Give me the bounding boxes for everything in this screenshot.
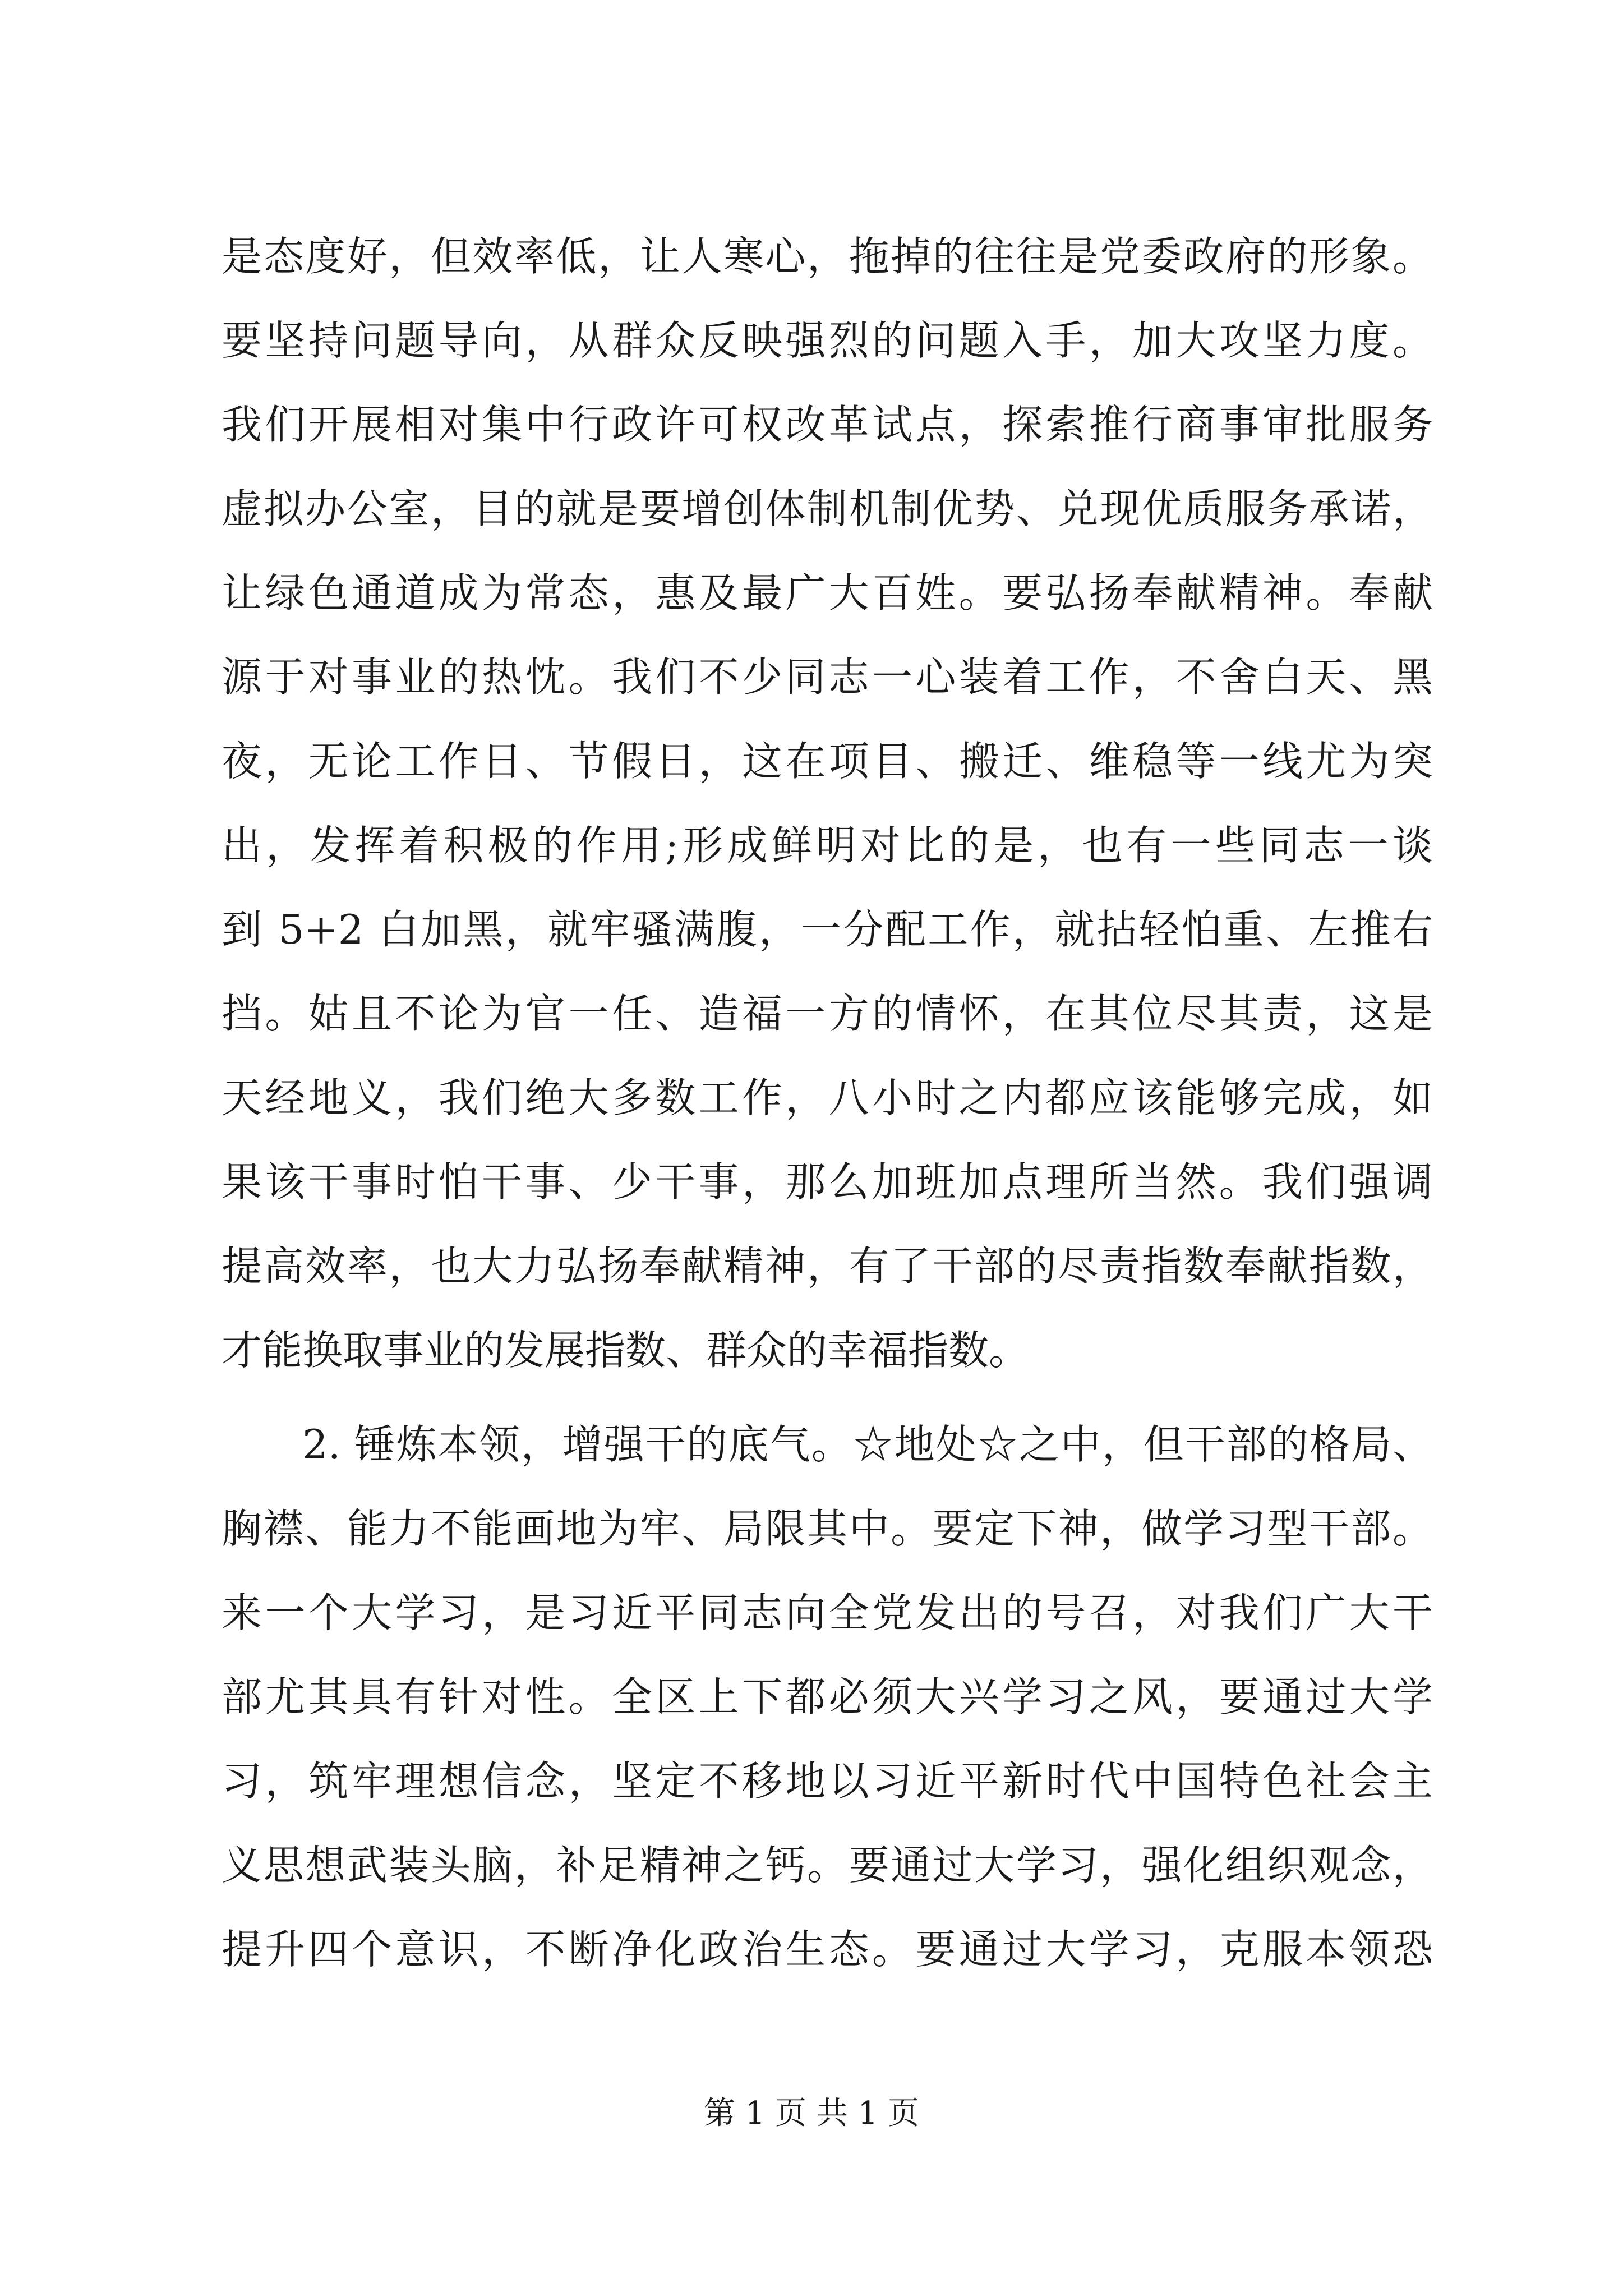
text-line: 源于对事业的热忱。我们不少同志一心装着工作，不舍白天、黑	[222, 654, 1433, 701]
text-line: 要坚持问题导向，从群众反映强烈的问题入手，加大攻坚力度。	[222, 317, 1433, 364]
page-footer	[0, 2091, 1623, 2136]
text-line: 天经地义，我们绝大多数工作，八小时之内都应该能够完成，如	[222, 1074, 1433, 1121]
page-number: 第 1 页 共 1 页	[703, 2095, 920, 2132]
text-line: 出，发挥着积极的作用;形成鲜明对比的是，也有一些同志一谈	[222, 822, 1433, 869]
text-line: 夜，无论工作日、节假日，这在项目、搬迁、维稳等一线尤为突	[222, 738, 1433, 785]
text-line: 胸襟、能力不能画地为牢、局限其中。要定下神，做学习型干部。	[222, 1505, 1433, 1552]
text-line: 挡。姑且不论为官一任、造福一方的情怀，在其位尽其责，这是	[222, 990, 1433, 1037]
text-line: 2. 锤炼本领，增强干的底气。☆地处☆之中，但干部的格局、	[302, 1421, 1433, 1468]
text-line: 是态度好，但效率低，让人寒心，拖掉的往往是党委政府的形象。	[222, 233, 1433, 280]
text-line: 才能换取事业的发展指数、群众的幸福指数。	[222, 1327, 1030, 1374]
text-line: 到 5+2 白加黑，就牢骚满腹，一分配工作，就拈轻怕重、左推右	[222, 906, 1433, 953]
text-line: 提高效率，也大力弘扬奉献精神，有了干部的尽责指数奉献指数，	[222, 1243, 1433, 1290]
text-line: 来一个大学习，是习近平同志向全党发出的号召，对我们广大干	[222, 1589, 1433, 1636]
text-line: 果该干事时怕干事、少干事，那么加班加点理所当然。我们强调	[222, 1158, 1433, 1205]
paragraph-2	[222, 1402, 1433, 1991]
text-line: 让绿色通道成为常态，惠及最广大百姓。要弘扬奉献精神。奉献	[222, 569, 1433, 616]
text-line: 部尤其具有针对性。全区上下都必须大兴学习之风，要通过大学	[222, 1673, 1433, 1720]
text-line: 提升四个意识，不断净化政治生态。要通过大学习，克服本领恐	[222, 1926, 1433, 1973]
text-line: 虚拟办公室，目的就是要增创体制机制优势、兑现优质服务承诺，	[222, 485, 1433, 532]
text-line: 习，筑牢理想信念，坚定不移地以习近平新时代中国特色社会主	[222, 1757, 1433, 1805]
document-body	[222, 214, 1433, 1991]
paragraph-1	[222, 214, 1433, 1392]
text-line: 我们开展相对集中行政许可权改革试点，探索推行商事审批服务	[222, 401, 1433, 448]
text-line: 义思想武装头脑，补足精神之钙。要通过大学习，强化组织观念，	[222, 1842, 1433, 1889]
paragraph-gap	[222, 1392, 1433, 1402]
